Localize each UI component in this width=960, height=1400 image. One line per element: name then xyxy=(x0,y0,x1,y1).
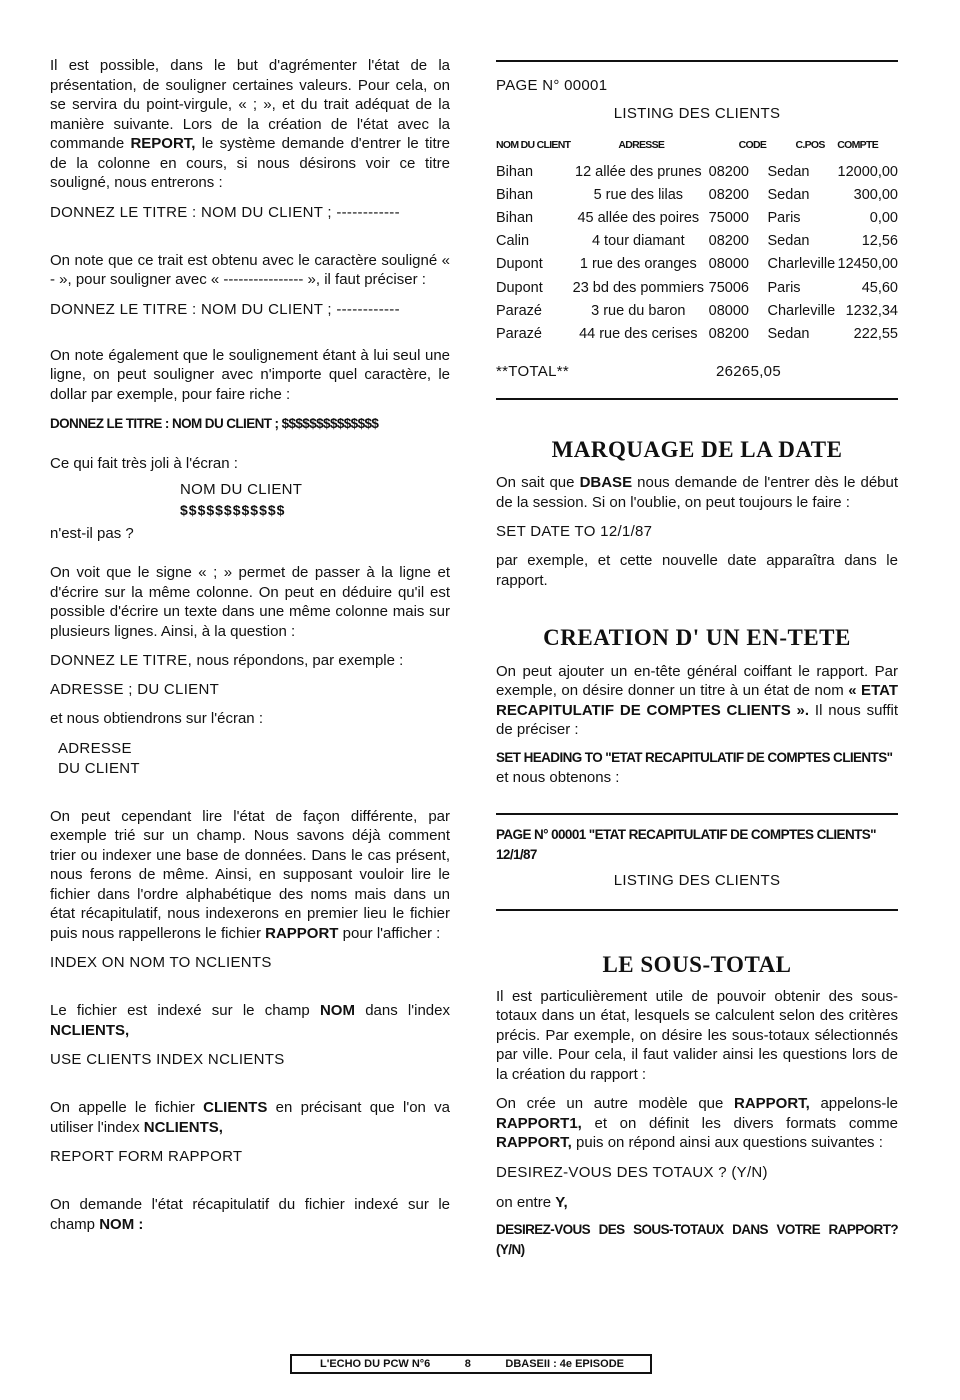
table-row: Parazé 3 rue du baron 08000 Charleville 1232,34 xyxy=(496,302,898,319)
total-label: **TOTAL** xyxy=(496,362,570,380)
column-header: COMPTE xyxy=(837,139,878,151)
page-footer xyxy=(290,1354,652,1374)
paragraph: On peut cependant lire l'état de façon différente, par exemple trié sur un champ. Nous savons déjà comment trier ou indexer une base de données. Dans le cas présent, nous ferons de même. Ainsi, en supposant vouloir lire le fichier dans l'ordre alphabétique des noms mais dans un état récapitulatif, nous indexerons en premier lieu le fichier puis nous rappellerons le fichier RAPPORT pour l'afficher : xyxy=(50,807,450,942)
paragraph: On peut ajouter un en-tête général coiffant le rapport. Par exemple, on désire donner un titre à un état de nom « ETAT RECAPITULATIF DE COMPTES CLIENTS ». Il nous suffit de préciser : xyxy=(496,662,899,738)
paragraph: On demande l'état récapitulatif du fichier indexé sur le champ NOM : xyxy=(50,1196,450,1233)
column-header: NOM DU CLIENT xyxy=(496,139,571,151)
command-line: USE CLIENTS INDEX NCLIENTS xyxy=(50,1051,285,1068)
divider xyxy=(496,398,898,400)
paragraph: et nous obtiendrons sur l'écran : xyxy=(50,710,263,727)
column-header: ADRESSE xyxy=(618,139,665,151)
footer-episode: DBASEII : 4e EPISODE xyxy=(505,1358,624,1370)
table-row: Dupont 1 rue des oranges 08000 Charleville 12450,00 xyxy=(496,256,898,273)
footer-magazine: L'ECHO DU PCW N°6 xyxy=(320,1358,431,1370)
command-line: DESIREZ-VOUS DES TOTAUX ? (Y/N) xyxy=(496,1163,768,1181)
column-header: C.POS xyxy=(795,139,825,151)
command-line: REPORT FORM RAPPORT xyxy=(50,1148,243,1165)
paragraph: et nous obtenons : xyxy=(496,768,620,786)
report-output-line: LISTING DES CLIENTS xyxy=(613,872,781,889)
footer-page-number: 8 xyxy=(464,1358,471,1370)
command-line: DONNEZ LE TITRE : NOM DU CLIENT ; ------------ xyxy=(50,203,400,221)
table-row: Parazé 44 rue des cerises 08200 Sedan 222,55 xyxy=(496,325,898,342)
paragraph: Il est particulièrement utile de pouvoir obtenir des sous-totaux dans un état, lesquels se calculent selon des critères précis. Par exemple, on désire les sous-totaux sélectionnés par ville. Pour cela, il faut valider ainsi les questions lors de la création du rapport : xyxy=(496,987,898,1083)
table-row: Calin 4 tour diamant 08200 Sedan 12,56 xyxy=(496,233,898,250)
paragraph: On appelle le fichier CLIENTS en précisant que l'on va utiliser l'index NCLIENTS, xyxy=(50,1099,451,1136)
total-line xyxy=(496,362,898,382)
table-row: Bihan 5 rue des lilas 08200 Sedan 300,00 xyxy=(496,186,898,203)
listing-title: LISTING DES CLIENTS xyxy=(613,105,781,122)
screen-output xyxy=(180,480,450,520)
command-line: DONNEZ LE TITRE : NOM DU CLIENT ; $$$$$$$$$$$$$$ xyxy=(50,416,379,431)
left-column xyxy=(50,56,450,1234)
paragraph: Le fichier est indexé sur le champ NOM dans l'index NCLIENTS, xyxy=(50,1002,450,1039)
section-heading-date: MARQUAGE DE LA DATE xyxy=(551,436,843,462)
section-heading-subtotal: LE SOUS-TOTAL xyxy=(602,952,792,977)
screen-output-line: NOM DU CLIENT xyxy=(180,480,303,498)
paragraph: on entre Y, xyxy=(496,1193,568,1211)
table-row: Dupont 23 bd des pommiers 75006 Paris 45,60 xyxy=(496,279,898,296)
table-row: Bihan 45 allée des poires 75000 Paris 0,00 xyxy=(496,209,898,226)
paragraph: Ce qui fait très joli à l'écran : xyxy=(50,455,238,472)
screen-output-line: $$$$$$$$$$$$ xyxy=(180,501,286,518)
divider xyxy=(496,909,898,911)
paragraph: par exemple, et cette nouvelle date apparaîtra dans le rapport. xyxy=(496,552,898,589)
screen-output xyxy=(58,739,450,779)
command-line: SET HEADING TO "ETAT RECAPITULATIF DE COMPTES CLIENTS" xyxy=(496,749,893,765)
report-output-line: PAGE N° 00001 "ETAT RECAPITULATIF DE COMPTES CLIENTS" xyxy=(496,827,876,842)
table-header-row xyxy=(496,130,898,160)
command-line: DONNEZ LE TITRE : NOM DU CLIENT ; ------------ xyxy=(50,300,400,318)
paragraph: On note également que le soulignement étant à lui seul une ligne, on peut souligner avec n'importe quel caractère, le dollar par exemple, pour faire riche : xyxy=(50,346,450,403)
paragraph: On crée un autre modèle que RAPPORT, appelons-le RAPPORT1, et on définit les divers formats comme RAPPORT, puis on répond ainsi aux questions suivantes : xyxy=(496,1095,899,1151)
divider xyxy=(496,813,898,815)
command-line: DESIREZ-VOUS DES SOUS-TOTAUX DANS VOTRE RAPPORT?(Y/N) xyxy=(496,1222,898,1257)
paragraph: On note que ce trait est obtenu avec le caractère souligné « - », pour souligner avec « ---------------- », il faut préciser : xyxy=(50,251,450,288)
command-line: ADRESSE ; DU CLIENT xyxy=(50,681,220,698)
screen-output-line: DU CLIENT xyxy=(58,759,140,777)
section-heading-header: CREATION D' UN EN-TETE xyxy=(543,625,851,650)
paragraph: On voit que le signe « ; » permet de passer à la ligne et d'écrire sur la même colonne. On peut en déduire qu'il est possible d'écrire un texte dans une même colonne mais sur plusieurs lignes. Ainsi, à la question : xyxy=(50,564,450,640)
command-line: INDEX ON NOM TO NCLIENTS xyxy=(50,954,272,971)
client-listing-table xyxy=(496,130,898,346)
paragraph: n'est-il pas ? xyxy=(50,524,134,542)
command-line: SET DATE TO 12/1/87 xyxy=(496,523,653,540)
column-header: CODE xyxy=(738,139,767,151)
paragraph: On sait que DBASE nous demande de l'entrer dès le début de la session. Si on l'oublie, on peut toujours le faire : xyxy=(496,474,899,511)
report-output-line: 12/1/87 xyxy=(496,847,537,862)
page-number-label: PAGE N° 00001 xyxy=(496,77,608,94)
screen-output-line: ADRESSE xyxy=(58,739,132,757)
right-column xyxy=(496,60,898,1260)
command-line: DONNEZ LE TITRE, nous répondons, par exemple : xyxy=(50,652,404,669)
divider xyxy=(496,60,898,62)
total-value: 26265,05 xyxy=(716,362,781,380)
paragraph: Il est possible, dans le but d'agrémenter l'état de la présentation, de souligner certaines valeurs. Pour cela, on se servira du point-virgule, « ; », et du trait adéquat de la manière suivante. Lors de la création de l'état avec la commande REPORT, le système demande d'entrer le titre de la colonne en cours, si nous désirons voir ce titre souligné, nous entrerons : xyxy=(50,57,450,191)
table-row: Bihan 12 allée des prunes 08200 Sedan 12000,00 xyxy=(496,163,898,180)
